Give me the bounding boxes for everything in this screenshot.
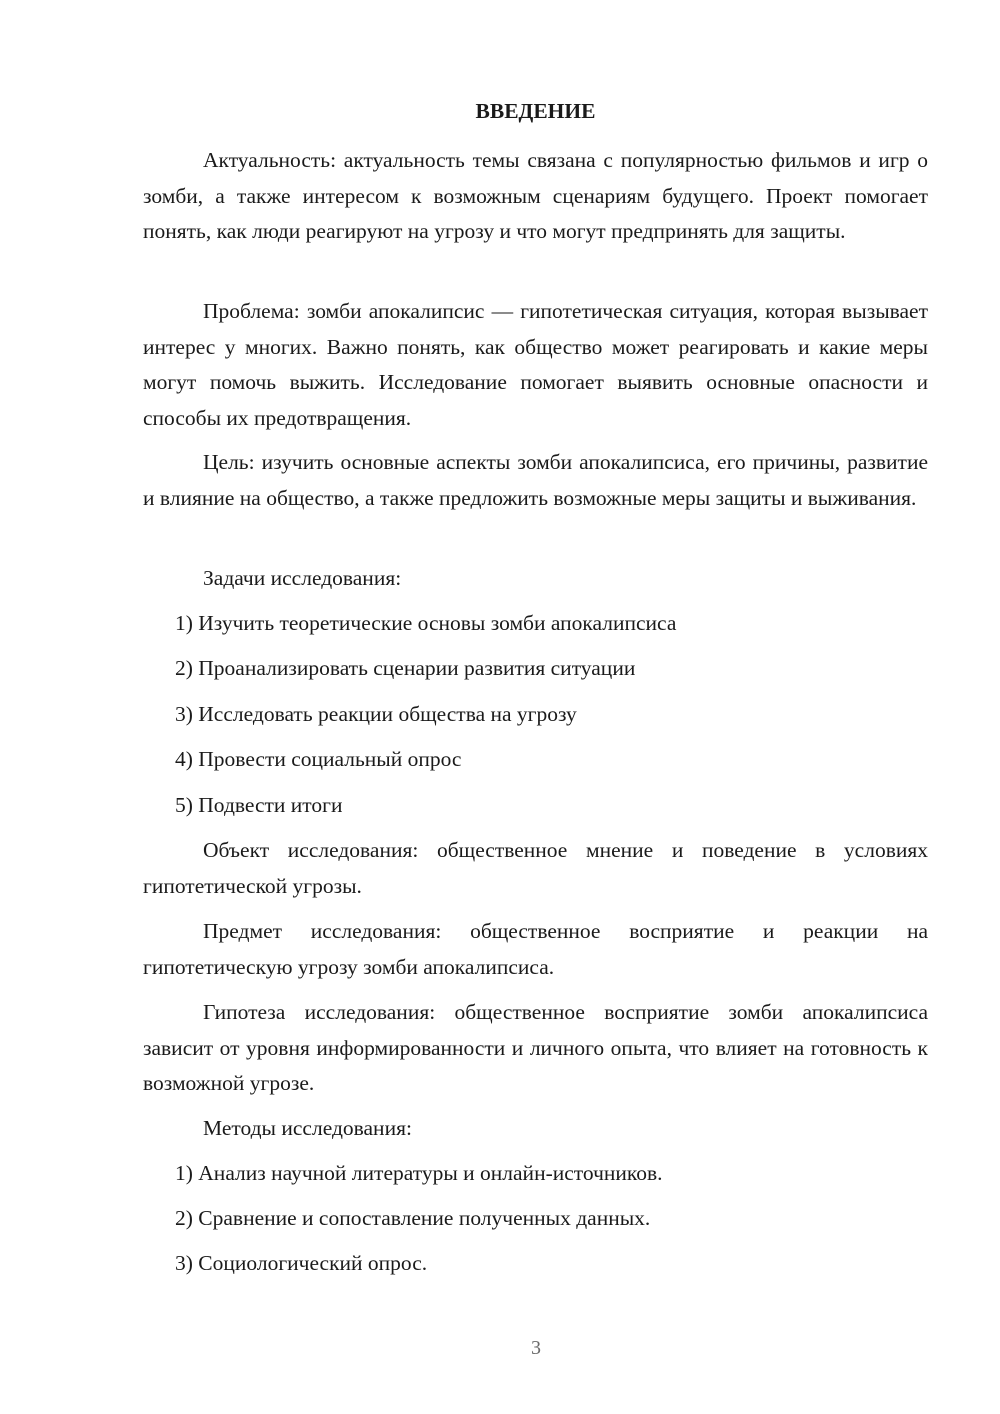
task-item-2: 2) Проанализировать сценарии развития ситуации [175,656,636,680]
tasks-heading: Задачи исследования: [203,566,402,590]
goal-paragraph: Цель: изучить основные аспекты зомби апокалипсиса, его причины, развитие и влияние на общество, а также предложить возможные меры защиты и выживания. [143,450,928,510]
hypothesis-paragraph: Гипотеза исследования: общественное восприятие зомби апокалипсиса зависит от уровня информированности и личного опыта, что влияет на готовность к возможной угрозе. [143,1000,928,1096]
method-item-1: 1) Анализ научной литературы и онлайн-источников. [175,1161,663,1185]
method-item-3: 3) Социологический опрос. [175,1251,428,1275]
methods-heading: Методы исследования: [203,1116,412,1140]
relevance-paragraph: Актуальность: актуальность темы связана с популярностью фильмов и игр о зомби, а также интересом к возможным сценариям будущего. Проект помогает понять, как люди реагируют на угрозу и что могут предпринять для защиты. [143,148,928,244]
page-number: 3 [531,1337,541,1359]
task-item-5: 5) Подвести итоги [175,793,343,817]
task-item-1: 1) Изучить теоретические основы зомби апокалипсиса [175,611,677,635]
section-title: ВВЕДЕНИЕ [475,99,596,123]
problem-paragraph: Проблема: зомби апокалипсис — гипотетическая ситуация, которая вызывает интерес у многих. Важно понять, как общество может реагировать и какие меры могут помочь выжить. Исследование помогает выявить основные опасности и способы их предотвращения. [143,299,928,430]
task-item-3: 3) Исследовать реакции общества на угрозу [175,702,577,726]
task-item-4: 4) Провести социальный опрос [175,747,462,771]
subject-paragraph: Предмет исследования: общественное восприятие и реакции на гипотетическую угрозу зомби апокалипсиса. [143,919,928,979]
method-item-2: 2) Сравнение и сопоставление полученных данных. [175,1206,651,1230]
object-paragraph: Объект исследования: общественное мнение и поведение в условиях гипотетической угрозы. [143,838,928,898]
